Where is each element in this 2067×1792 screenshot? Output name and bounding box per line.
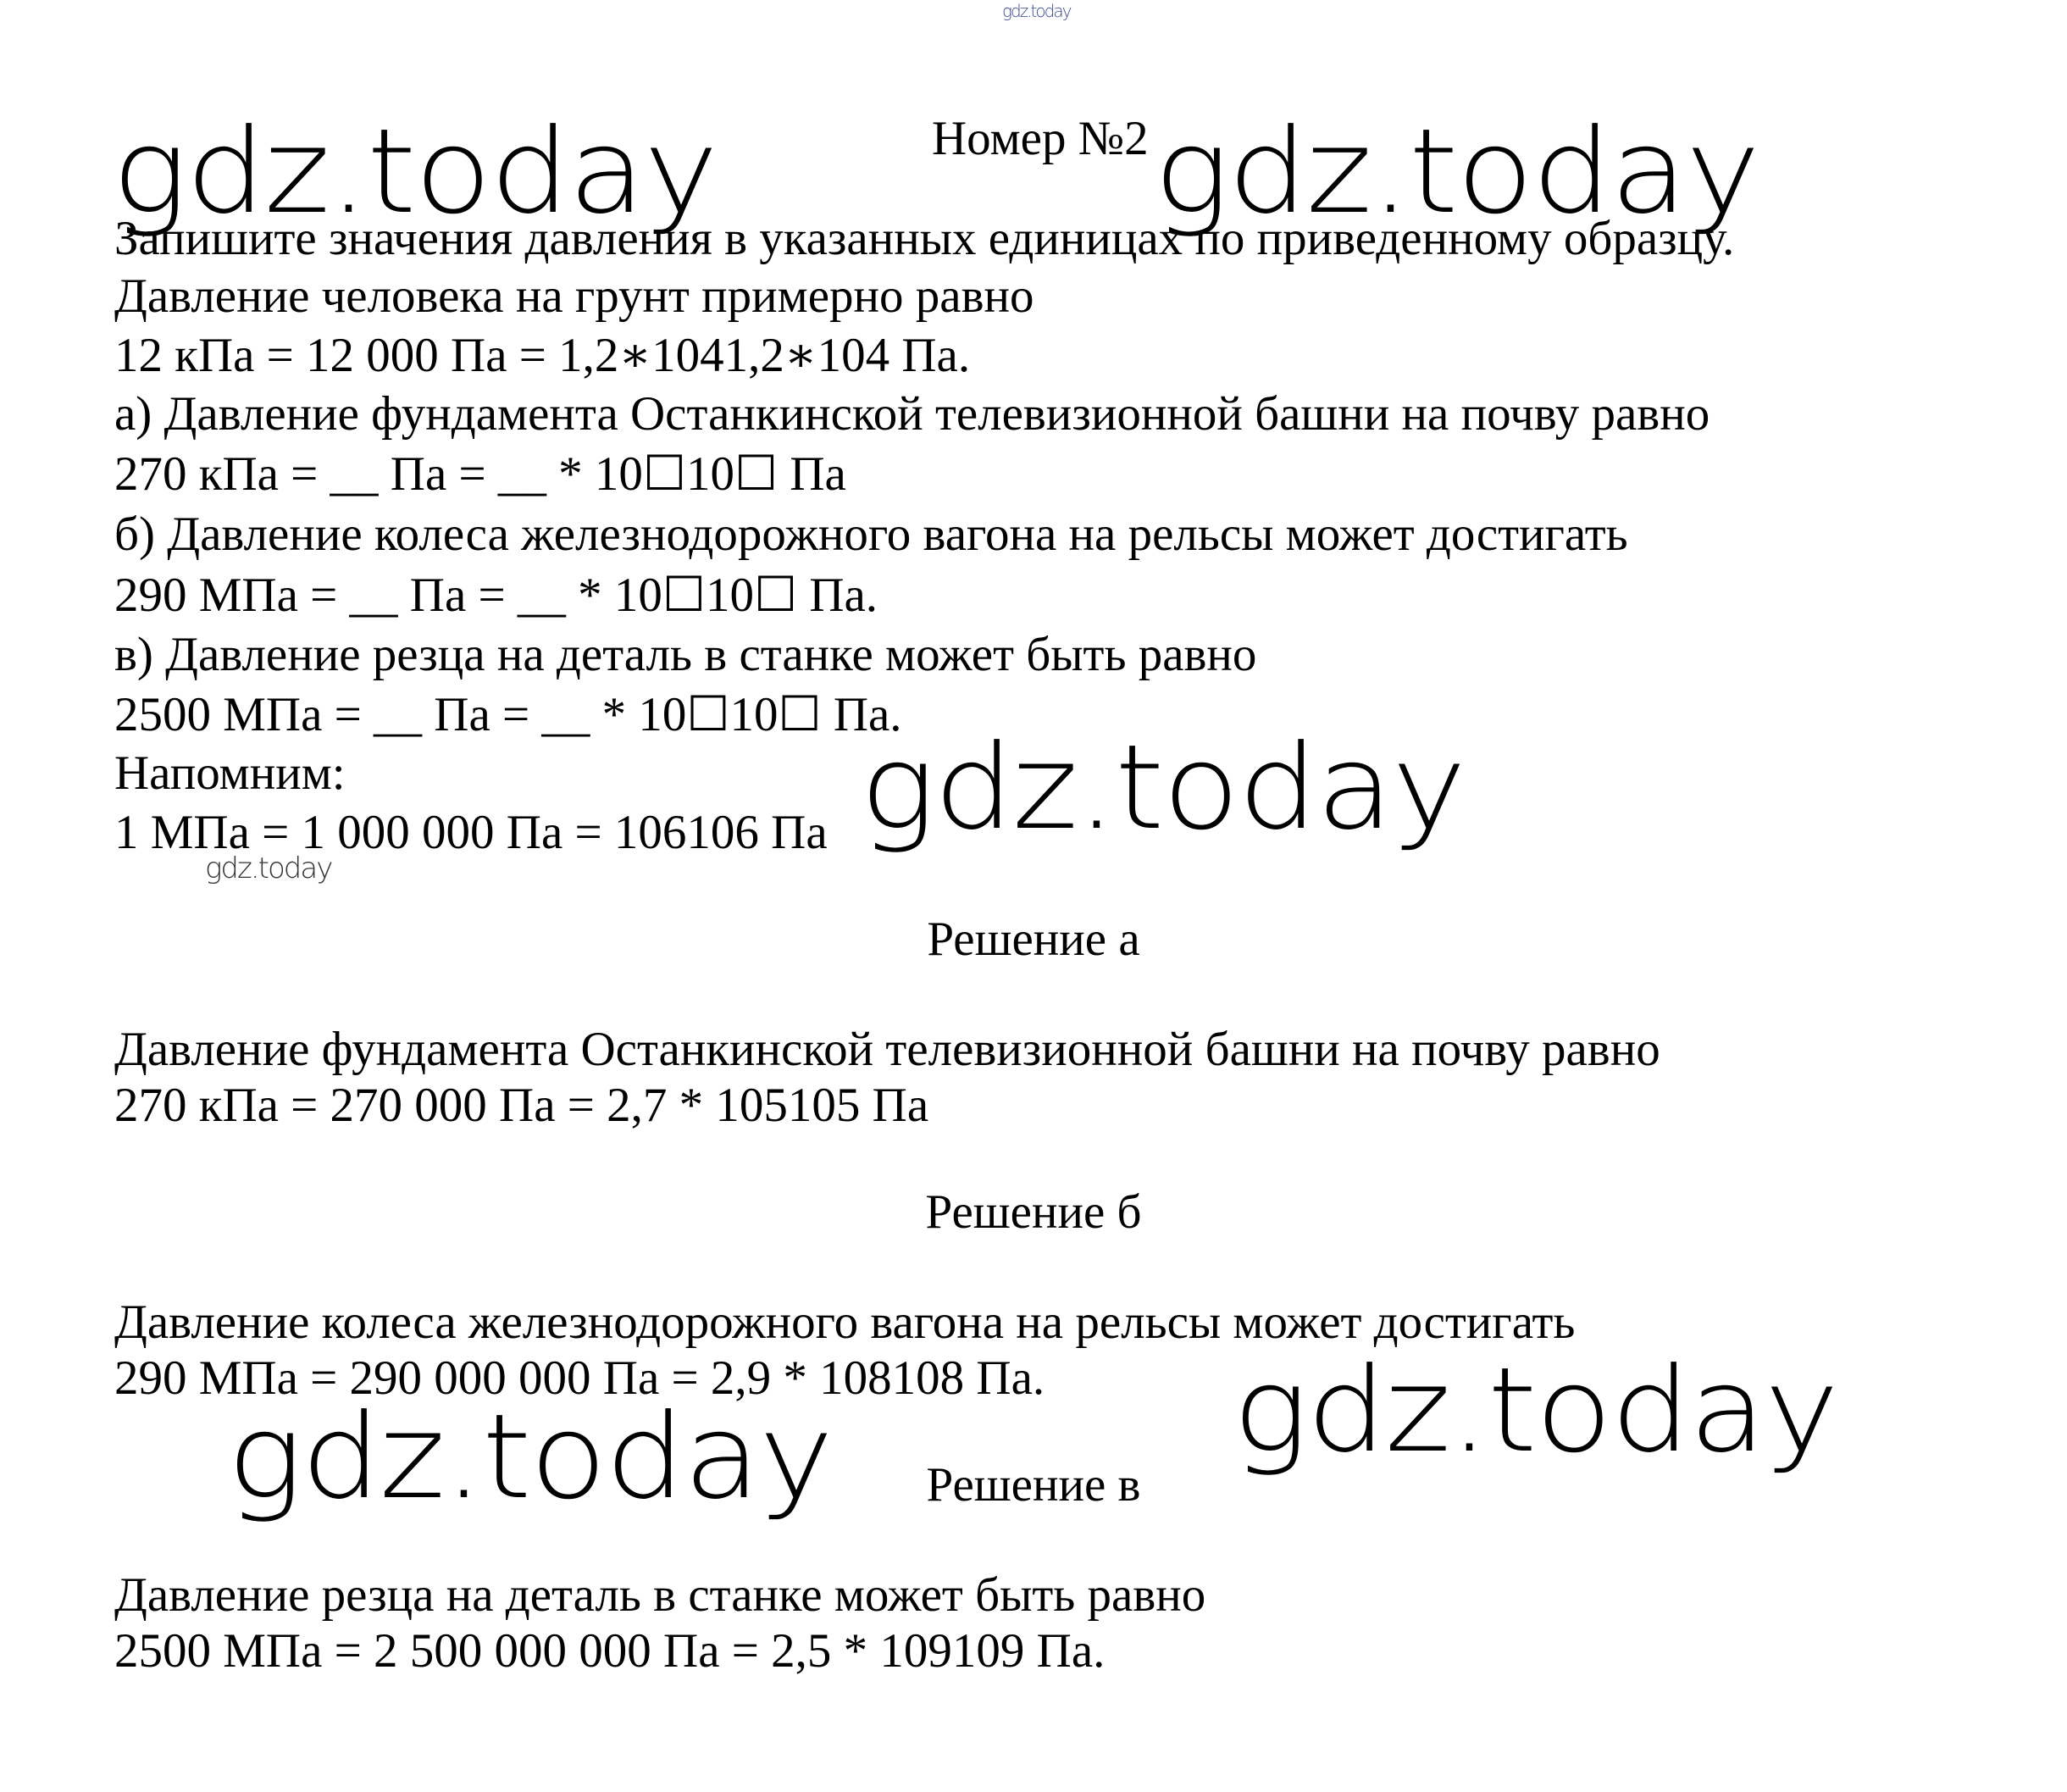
task-v-text: в) Давление резца на деталь в станке может быть равно	[114, 628, 1257, 681]
reminder-formula: 1 МПа = 1 000 000 Па = 106106 Па	[114, 806, 828, 859]
solution-a-text: Давление фундамента Останкинской телевизионной башни на почву равно	[114, 1023, 1660, 1076]
task-b-text: б) Давление колеса железнодорожного вагона на рельсы может достигать	[114, 508, 1628, 561]
task-b-formula: 290 МПа = __ Па = __ * 10☐10☐ Па.	[114, 569, 878, 622]
solution-v-heading: Решение в	[926, 1458, 1141, 1512]
solution-b-text: Давление колеса железнодорожного вагона на рельсы может достигать	[114, 1295, 1576, 1349]
watermark-small: gdz.today	[205, 852, 332, 885]
watermark-large: gdz.today	[1233, 1342, 1837, 1479]
solution-a-heading: Решение а	[927, 913, 1140, 966]
watermark-large: gdz.today	[1154, 103, 1759, 240]
task-instruction: Запишите значения давления в указанных единицах по приведенному образцу.	[114, 212, 1735, 265]
page-title: Номер №2	[932, 112, 1149, 165]
solution-v-text: Давление резца на деталь в станке может быть равно	[114, 1568, 1206, 1622]
watermark-top: gdz.today	[1002, 1, 1071, 21]
watermark-large: gdz.today	[860, 719, 1465, 856]
watermark-large: gdz.today	[112, 103, 717, 240]
task-a-text: а) Давление фундамента Останкинской телевизионной башни на почву равно	[114, 387, 1710, 441]
solution-b-heading: Решение б	[925, 1185, 1142, 1239]
solution-v-formula: 2500 МПа = 2 500 000 000 Па = 2,5 * 109109 Па.	[114, 1624, 1106, 1678]
task-v-formula: 2500 МПа = __ Па = __ * 10☐10☐ Па.	[114, 688, 902, 741]
solution-b-formula: 290 МПа = 290 000 000 Па = 2,9 * 108108 Па.	[114, 1351, 1045, 1405]
task-a-formula: 270 кПа = __ Па = __ * 10☐10☐ Па	[114, 447, 846, 501]
watermark-large: gdz.today	[227, 1389, 832, 1525]
example-intro: Давление человека на грунт примерно равно	[114, 269, 1034, 323]
reminder-label: Напомним:	[114, 746, 346, 800]
solution-a-formula: 270 кПа = 270 000 Па = 2,7 * 105105 Па	[114, 1079, 929, 1132]
example-formula: 12 кПа = 12 000 Па = 1,2∗1041,2∗104 Па.	[114, 329, 971, 382]
